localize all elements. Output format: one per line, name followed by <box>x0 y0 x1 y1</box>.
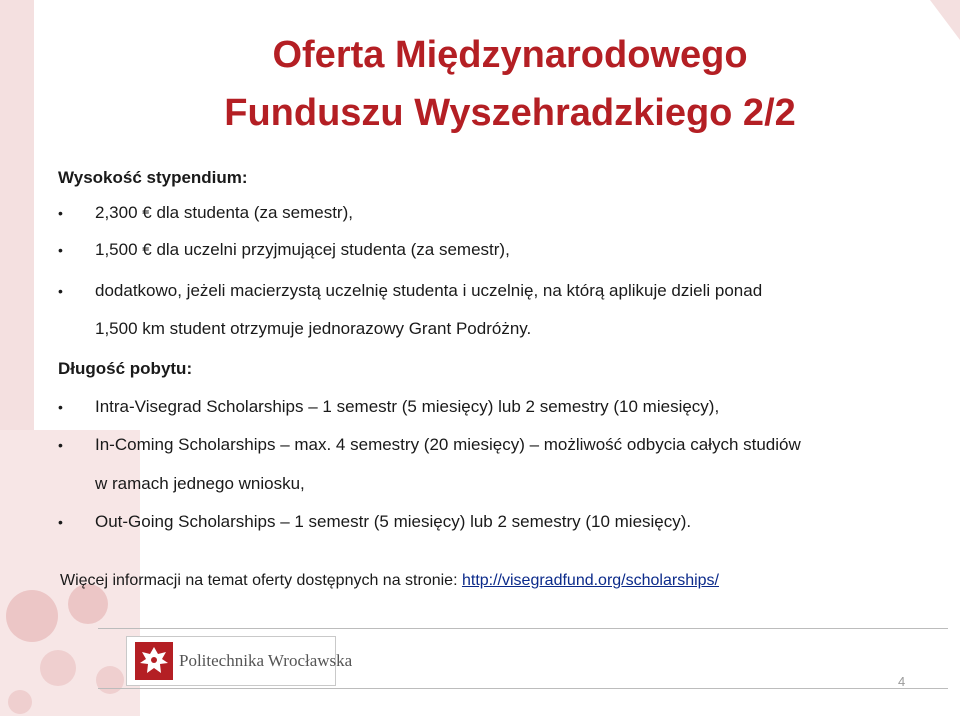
title-line-1: Oferta Międzynarodowego <box>272 34 748 76</box>
duration-item-2: In-Coming Scholarships – max. 4 semestry (20 miesięcy) – możliwość odbycia całych studiów <box>95 435 801 454</box>
more-info <box>60 572 719 590</box>
bullet-icon: • <box>58 399 63 415</box>
scholarship-item-1: 2,300 € dla studenta (za semestr), <box>95 203 353 222</box>
scholarship-item-3-cont: 1,500 km student otrzymuje jednorazowy Grant Podróżny. <box>95 319 532 338</box>
scholarship-item-3: dodatkowo, jeżeli macierzystą uczelnię studenta i uczelnię, na którą aplikuje dzieli ponad <box>95 281 763 300</box>
duration-heading: Długość pobytu: <box>58 359 193 378</box>
scholarships-link[interactable]: http://visegradfund.org/scholarships/ <box>461 572 719 589</box>
page-number: 4 <box>898 674 906 689</box>
scholarship-heading: Wysokość stypendium: <box>58 168 248 187</box>
bullet-icon: • <box>58 242 63 258</box>
footer-divider-bottom <box>98 688 948 689</box>
duration-item-3: Out-Going Scholarships – 1 semestr (5 miesięcy) lub 2 semestry (10 miesięcy). <box>95 512 692 531</box>
bullet-icon: • <box>58 437 63 453</box>
bullet-icon: • <box>58 514 63 530</box>
scholarship-item-2: 1,500 € dla uczelni przyjmującej studenta (za semestr), <box>95 240 510 259</box>
bullet-icon: • <box>58 283 63 299</box>
slide-title <box>150 26 870 142</box>
footer-divider-top <box>98 628 948 629</box>
bullet-icon: • <box>58 205 63 221</box>
title-line-2: Funduszu Wyszehradzkiego 2/2 <box>224 92 796 134</box>
eagle-crest-icon <box>135 642 173 680</box>
duration-item-2-cont: w ramach jednego wniosku, <box>95 474 305 493</box>
more-info-text: Więcej informacji na temat oferty dostępnych na stronie: <box>60 572 462 589</box>
logo-text: Politechnika Wrocławska <box>179 651 353 670</box>
university-logo <box>126 636 353 686</box>
duration-item-1: Intra-Visegrad Scholarships – 1 semestr (5 miesięcy) lub 2 semestry (10 miesięcy), <box>95 397 720 416</box>
